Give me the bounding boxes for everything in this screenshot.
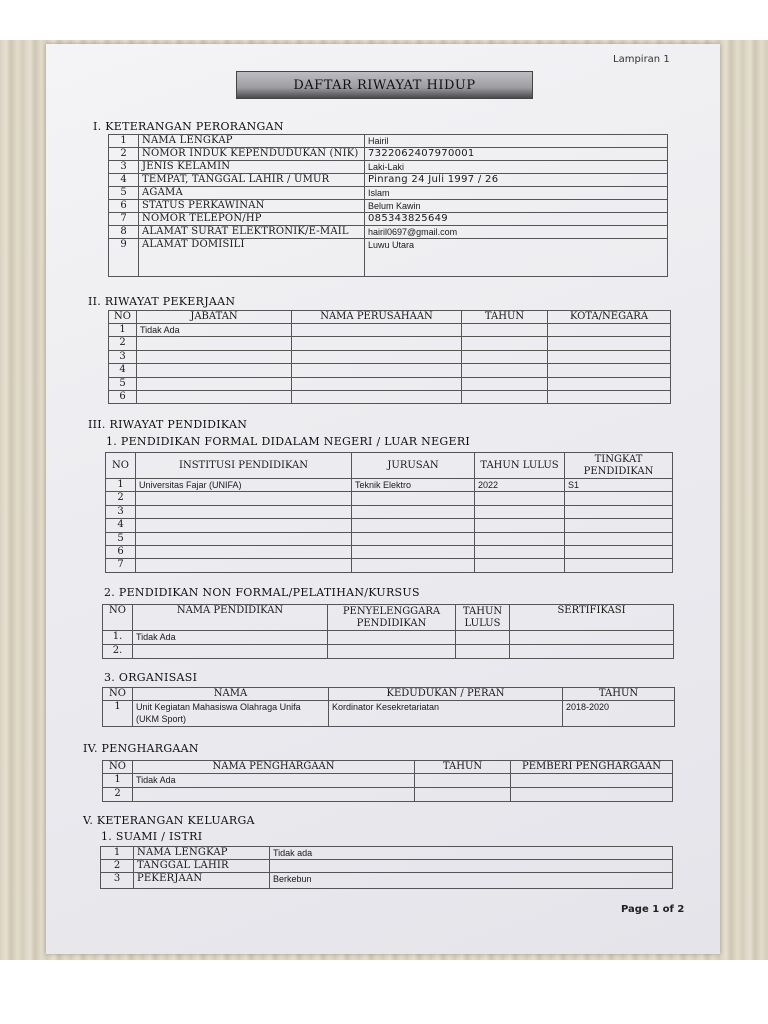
city-cell: [548, 390, 671, 403]
position-cell: [137, 364, 292, 377]
year-cell: [462, 377, 548, 390]
col-year: TAHUN: [563, 688, 675, 701]
company-cell: [292, 364, 462, 377]
field-label: STATUS PERKAWINAN: [139, 200, 365, 213]
institution-cell: [136, 519, 352, 532]
personal-info-row: [109, 213, 668, 226]
section-work-heading: II. RIWAYAT PEKERJAAN: [88, 295, 236, 308]
spouse-table: [100, 846, 673, 889]
level-cell: [565, 519, 673, 532]
field-value: Hairil: [365, 135, 668, 148]
col-training-name: NAMA PENDIDIKAN: [133, 605, 328, 631]
city-cell: [548, 377, 671, 390]
row-number: 1: [103, 701, 133, 727]
row-number: 2: [109, 148, 139, 161]
year-cell: [462, 364, 548, 377]
row-number: 3: [106, 505, 136, 518]
institution-cell: [136, 545, 352, 558]
position-cell: [137, 390, 292, 403]
year-cell: [462, 390, 548, 403]
row-number: 2.: [103, 645, 133, 659]
personal-info-row: [109, 226, 668, 239]
year-cell: [475, 492, 565, 505]
company-cell: [292, 390, 462, 403]
field-label: TEMPAT, TANGGAL LAHIR / UMUR: [139, 174, 365, 187]
col-year: TAHUN: [462, 311, 548, 324]
field-value: Pinrang 24 Juli 1997 / 26: [365, 174, 668, 187]
row-number: 1.: [103, 631, 133, 645]
table-row: [106, 545, 673, 558]
col-award-name: NAMA PENGHARGAAN: [133, 761, 415, 774]
company-cell: [292, 337, 462, 350]
institution-cell: [136, 505, 352, 518]
field-value: [270, 860, 673, 873]
table-row: [106, 519, 673, 532]
major-cell: [352, 505, 475, 518]
field-label: NAMA LENGKAP: [139, 135, 365, 148]
section-education-heading: III. RIWAYAT PENDIDIKAN: [88, 418, 248, 431]
field-label: NOMOR TELEPON/HP: [139, 213, 365, 226]
field-value: Berkebun: [270, 873, 673, 889]
major-cell: [352, 559, 475, 572]
field-value: Luwu Utara: [365, 239, 668, 277]
personal-info-row: [109, 200, 668, 213]
page-number: Page 1 of 2: [621, 904, 685, 915]
table-row: [103, 645, 674, 659]
col-no: NO: [106, 453, 136, 479]
year-cell: [475, 559, 565, 572]
table-row: [109, 337, 671, 350]
position-cell: [137, 350, 292, 363]
year-cell: [462, 324, 548, 337]
table-row: [106, 532, 673, 545]
row-number: 2: [109, 337, 137, 350]
col-no: NO: [109, 311, 137, 324]
col-position: JABATAN: [137, 311, 292, 324]
row-number: 1: [109, 135, 139, 148]
col-no: NO: [103, 605, 133, 631]
award-name-cell: Tidak Ada: [133, 774, 415, 788]
table-row: [109, 390, 671, 403]
institution-cell: Universitas Fajar (UNIFA): [136, 479, 352, 492]
company-cell: [292, 377, 462, 390]
field-value: hairil0697@gmail.com: [365, 226, 668, 239]
institution-cell: [136, 532, 352, 545]
col-graduation-year: TAHUN LULUS: [475, 453, 565, 479]
year-cell: [475, 545, 565, 558]
row-number: 5: [109, 187, 139, 200]
formal-education-table: [105, 452, 673, 573]
table-row: [109, 377, 671, 390]
field-value: 7322062407970001: [365, 148, 668, 161]
section-family-heading: V. KETERANGAN KELUARGA: [83, 814, 255, 827]
row-number: 1: [101, 847, 134, 860]
row-number: 1: [103, 774, 133, 788]
field-label: AGAMA: [139, 187, 365, 200]
row-number: 7: [109, 213, 139, 226]
personal-info-row: [109, 148, 668, 161]
field-label: NOMOR INDUK KEPENDUDUKAN (NIK): [139, 148, 365, 161]
table-row: [109, 350, 671, 363]
row-number: 2: [103, 788, 133, 802]
organizer-cell: [328, 631, 456, 645]
table-row: [106, 505, 673, 518]
major-cell: Teknik Elektro: [352, 479, 475, 492]
field-label: NAMA LENGKAP: [134, 847, 270, 860]
table-row: [106, 492, 673, 505]
field-label: JENIS KELAMIN: [139, 161, 365, 174]
row-number: 4: [109, 174, 139, 187]
spouse-heading: 1. SUAMI / ISTRI: [101, 830, 203, 843]
city-cell: [548, 324, 671, 337]
spouse-info-row: [101, 873, 673, 889]
section-personal-heading: I. KETERANGAN PERORANGAN: [93, 120, 284, 133]
col-organizer: PENYELENGGARA PENDIDIKAN: [328, 605, 456, 631]
award-name-cell: [133, 788, 415, 802]
organization-table: [102, 687, 675, 727]
year-cell: 2022: [475, 479, 565, 492]
year-cell: 2018-2020: [563, 701, 675, 727]
company-cell: [292, 350, 462, 363]
personal-info-row: [109, 187, 668, 200]
organizer-cell: [328, 645, 456, 659]
nonformal-education-heading: 2. PENDIDIKAN NON FORMAL/PELATIHAN/KURSUS: [104, 586, 420, 599]
field-value: 085343825649: [365, 213, 668, 226]
city-cell: [548, 350, 671, 363]
document-title-text: DAFTAR RIWAYAT HIDUP: [293, 77, 476, 93]
nonformal-education-table: [102, 604, 674, 659]
certification-cell: [510, 631, 674, 645]
city-cell: [548, 364, 671, 377]
row-number: 2: [101, 860, 134, 873]
level-cell: [565, 532, 673, 545]
table-row: [106, 559, 673, 572]
year-cell: [462, 337, 548, 350]
row-number: 3: [109, 161, 139, 174]
row-number: 5: [109, 377, 137, 390]
work-history-table: [108, 310, 671, 404]
table-row: [109, 324, 671, 337]
spouse-info-row: [101, 847, 673, 860]
field-value: Belum Kawin: [365, 200, 668, 213]
training-name-cell: Tidak Ada: [133, 631, 328, 645]
year-cell: [462, 350, 548, 363]
level-cell: [565, 545, 673, 558]
personal-info-table: [108, 134, 668, 277]
level-cell: [565, 505, 673, 518]
table-row: [106, 479, 673, 492]
row-number: 5: [106, 532, 136, 545]
awards-table: [102, 760, 673, 802]
col-institution: INSTITUSI PENDIDIKAN: [136, 453, 352, 479]
table-row: [103, 774, 673, 788]
table-row: [103, 701, 675, 727]
field-label: PEKERJAAN: [134, 873, 270, 889]
attachment-label: Lampiran 1: [613, 54, 670, 65]
row-number: 4: [106, 519, 136, 532]
field-label: ALAMAT DOMISILI: [139, 239, 365, 277]
col-no: NO: [103, 688, 133, 701]
field-value: Laki-Laki: [365, 161, 668, 174]
position-cell: [137, 337, 292, 350]
major-cell: [352, 519, 475, 532]
col-company: NAMA PERUSAHAAN: [292, 311, 462, 324]
row-number: 6: [109, 390, 137, 403]
year-cell: [456, 645, 510, 659]
organization-name-cell: Unit Kegiatan Mahasiswa Olahraga Unifa (UKM Sport): [133, 701, 329, 727]
field-value: Islam: [365, 187, 668, 200]
role-cell: Kordinator Kesekretariatan: [329, 701, 563, 727]
field-value: Tidak ada: [270, 847, 673, 860]
personal-info-row: [109, 239, 668, 277]
level-cell: [565, 559, 673, 572]
row-number: 4: [109, 364, 137, 377]
document-page: [46, 44, 720, 954]
field-label: TANGGAL LAHIR: [134, 860, 270, 873]
year-cell: [475, 519, 565, 532]
institution-cell: [136, 492, 352, 505]
formal-education-heading: 1. PENDIDIKAN FORMAL DIDALAM NEGERI / LUAR NEGERI: [106, 435, 471, 448]
row-number: 1: [109, 324, 137, 337]
col-role: KEDUDUKAN / PERAN: [329, 688, 563, 701]
row-number: 8: [109, 226, 139, 239]
year-cell: [475, 505, 565, 518]
section-awards-heading: IV. PENGHARGAAN: [83, 742, 199, 755]
major-cell: [352, 492, 475, 505]
institution-cell: [136, 559, 352, 572]
row-number: 3: [109, 350, 137, 363]
field-label: ALAMAT SURAT ELEKTRONIK/E-MAIL: [139, 226, 365, 239]
col-org-name: NAMA: [133, 688, 329, 701]
row-number: 6: [106, 545, 136, 558]
col-education-level: TINGKAT PENDIDIKAN: [565, 453, 673, 479]
level-cell: S1: [565, 479, 673, 492]
table-row: [103, 788, 673, 802]
year-cell: [415, 788, 511, 802]
city-cell: [548, 337, 671, 350]
training-name-cell: [133, 645, 328, 659]
award-giver-cell: [511, 788, 673, 802]
certification-cell: [510, 645, 674, 659]
major-cell: [352, 532, 475, 545]
document-title: [236, 71, 533, 99]
year-cell: [456, 631, 510, 645]
personal-info-row: [109, 161, 668, 174]
company-cell: [292, 324, 462, 337]
position-cell: [137, 377, 292, 390]
row-number: 9: [109, 239, 139, 277]
position-cell: Tidak Ada: [137, 324, 292, 337]
personal-info-row: [109, 135, 668, 148]
table-row: [103, 631, 674, 645]
col-no: NO: [103, 761, 133, 774]
organization-heading: 3. ORGANISASI: [104, 671, 198, 684]
col-major: JURUSAN: [352, 453, 475, 479]
row-number: 6: [109, 200, 139, 213]
award-giver-cell: [511, 774, 673, 788]
col-city: KOTA/NEGARA: [548, 311, 671, 324]
table-row: [109, 364, 671, 377]
major-cell: [352, 545, 475, 558]
row-number: 2: [106, 492, 136, 505]
year-cell: [475, 532, 565, 545]
level-cell: [565, 492, 673, 505]
col-year: TAHUN: [415, 761, 511, 774]
personal-info-row: [109, 174, 668, 187]
col-graduation-year: TAHUN LULUS: [456, 605, 510, 631]
row-number: 7: [106, 559, 136, 572]
col-certification: SERTIFIKASI: [510, 605, 674, 631]
spouse-info-row: [101, 860, 673, 873]
year-cell: [415, 774, 511, 788]
row-number: 1: [106, 479, 136, 492]
col-award-giver: PEMBERI PENGHARGAAN: [511, 761, 673, 774]
row-number: 3: [101, 873, 134, 889]
